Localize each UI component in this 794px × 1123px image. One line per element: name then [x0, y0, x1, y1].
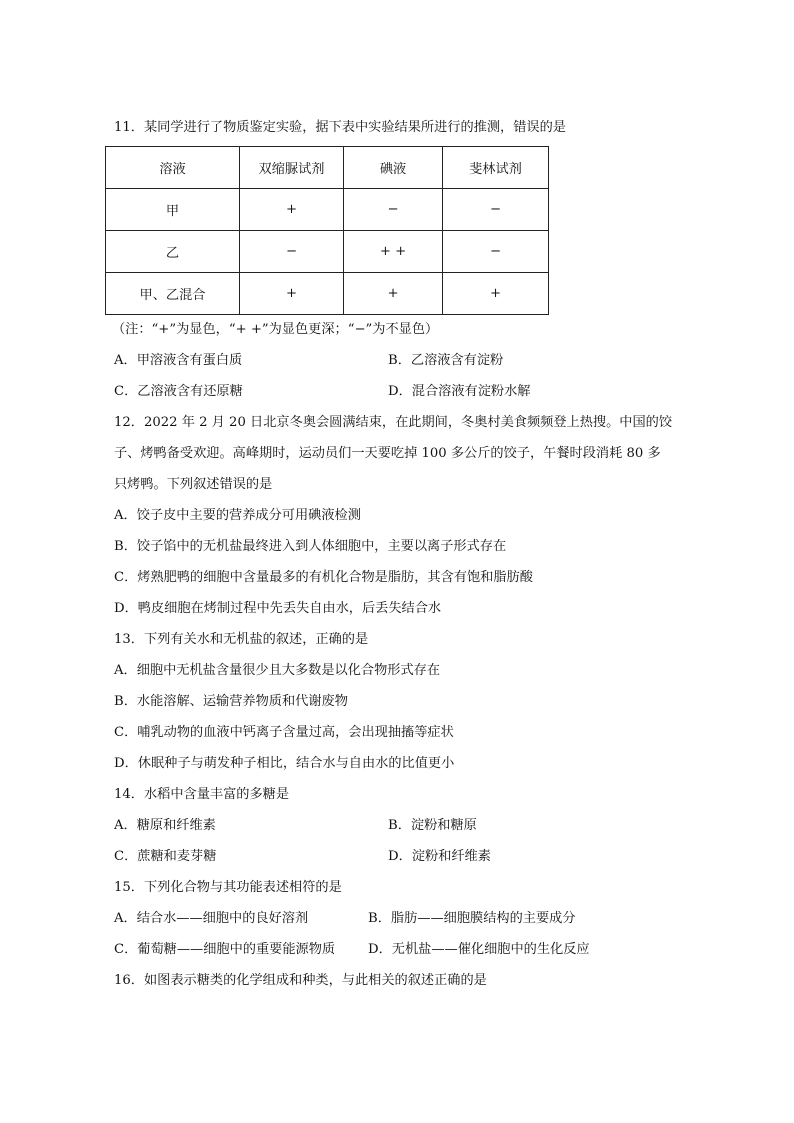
q13-option-c: C．哺乳动物的血液中钙离子含量过高，会出现抽搐等症状: [114, 725, 454, 740]
q12-option-a: A．饺子皮中主要的营养成分可用碘液检测: [114, 508, 361, 523]
q14-option-b: B．淀粉和糖原: [388, 818, 477, 833]
q13-option-d: D．休眠种子与萌发种子相比，结合水与自由水的比值更小: [114, 756, 455, 771]
q12-option-c: C．烤熟肥鸭的细胞中含量最多的有机化合物是脂肪，其含有饱和脂肪酸: [114, 570, 533, 585]
q15-option-d: D．无机盐——催化细胞中的生化反应: [368, 942, 590, 957]
table-row: [106, 189, 549, 231]
table-cell: +: [240, 273, 344, 315]
table-cell: 甲: [106, 189, 240, 231]
q12-stem-line1: 12．2022 年 2 月 20 日北京冬奥会圆满结束，在此期间，冬奥村美食频频登上热搜。中国的饺: [114, 415, 673, 430]
table-row: [106, 231, 549, 273]
table-cell: + +: [344, 231, 443, 273]
table-cell: +: [344, 273, 443, 315]
table-header-cell: 斐林试剂: [443, 147, 549, 189]
table-header-cell: 碘液: [344, 147, 443, 189]
table-cell: −: [443, 189, 549, 231]
q15-option-c: C．葡萄糖——细胞中的重要能源物质: [114, 942, 336, 957]
q14-option-c: C．蔗糖和麦芽糖: [114, 849, 217, 864]
q11-option-c: C．乙溶液含有还原糖: [114, 384, 243, 399]
table-cell: −: [443, 231, 549, 273]
q12-option-d: D．鸭皮细胞在烤制过程中先丢失自由水，后丢失结合水: [114, 601, 442, 616]
q12-option-b: B．饺子馅中的无机盐最终进入到人体细胞中，主要以离子形式存在: [114, 539, 507, 554]
table-header-cell: 溶液: [106, 147, 240, 189]
q14-stem: 14．水稻中含量丰富的多糖是: [114, 787, 290, 802]
q12-stem-line3: 只烤鸭。下列叙述错误的是: [114, 477, 273, 492]
q13-stem: 13．下列有关水和无机盐的叙述，正确的是: [114, 632, 369, 647]
q14-option-a: A．糖原和纤维素: [114, 818, 216, 833]
q11-stem: 11．某同学进行了物质鉴定实验，据下表中实验结果所进行的推测，错误的是: [114, 120, 566, 135]
table-cell: −: [240, 231, 344, 273]
table-cell: +: [240, 189, 344, 231]
q11-note: （注：“+”为显色，“+ +”为显色更深；“−”为不显色）: [112, 322, 439, 337]
table-cell: 甲、乙混合: [106, 273, 240, 315]
table-cell: +: [443, 273, 549, 315]
q15-option-b: B．脂肪——细胞膜结构的主要成分: [368, 911, 576, 926]
q14-option-d: D．淀粉和纤维素: [388, 849, 491, 864]
table-header-row: [106, 147, 549, 189]
table-cell: −: [344, 189, 443, 231]
q15-option-a: A．结合水——细胞中的良好溶剂: [114, 911, 309, 926]
table-cell: 乙: [106, 231, 240, 273]
table-row: [106, 273, 549, 315]
q12-stem-line2: 子、烤鸭备受欢迎。高峰期时，运动员们一天要吃掉 100 多公斤的饺子，午餐时段消耗 80 多: [114, 446, 661, 461]
table-header-cell: 双缩脲试剂: [240, 147, 344, 189]
q11-option-a: A．甲溶液含有蛋白质: [114, 353, 243, 368]
q13-option-a: A．细胞中无机盐含量很少且大多数是以化合物形式存在: [114, 663, 441, 678]
q13-option-b: B．水能溶解、运输营养物质和代谢废物: [114, 694, 348, 709]
q11-result-table: [105, 146, 549, 315]
q15-stem: 15．下列化合物与其功能表述相符的是: [114, 880, 342, 895]
q11-option-b: B．乙溶液含有淀粉: [388, 353, 504, 368]
q11-option-d: D．混合溶液有淀粉水解: [388, 384, 531, 399]
q16-stem: 16．如图表示糖类的化学组成和种类，与此相关的叙述正确的是: [114, 973, 487, 988]
